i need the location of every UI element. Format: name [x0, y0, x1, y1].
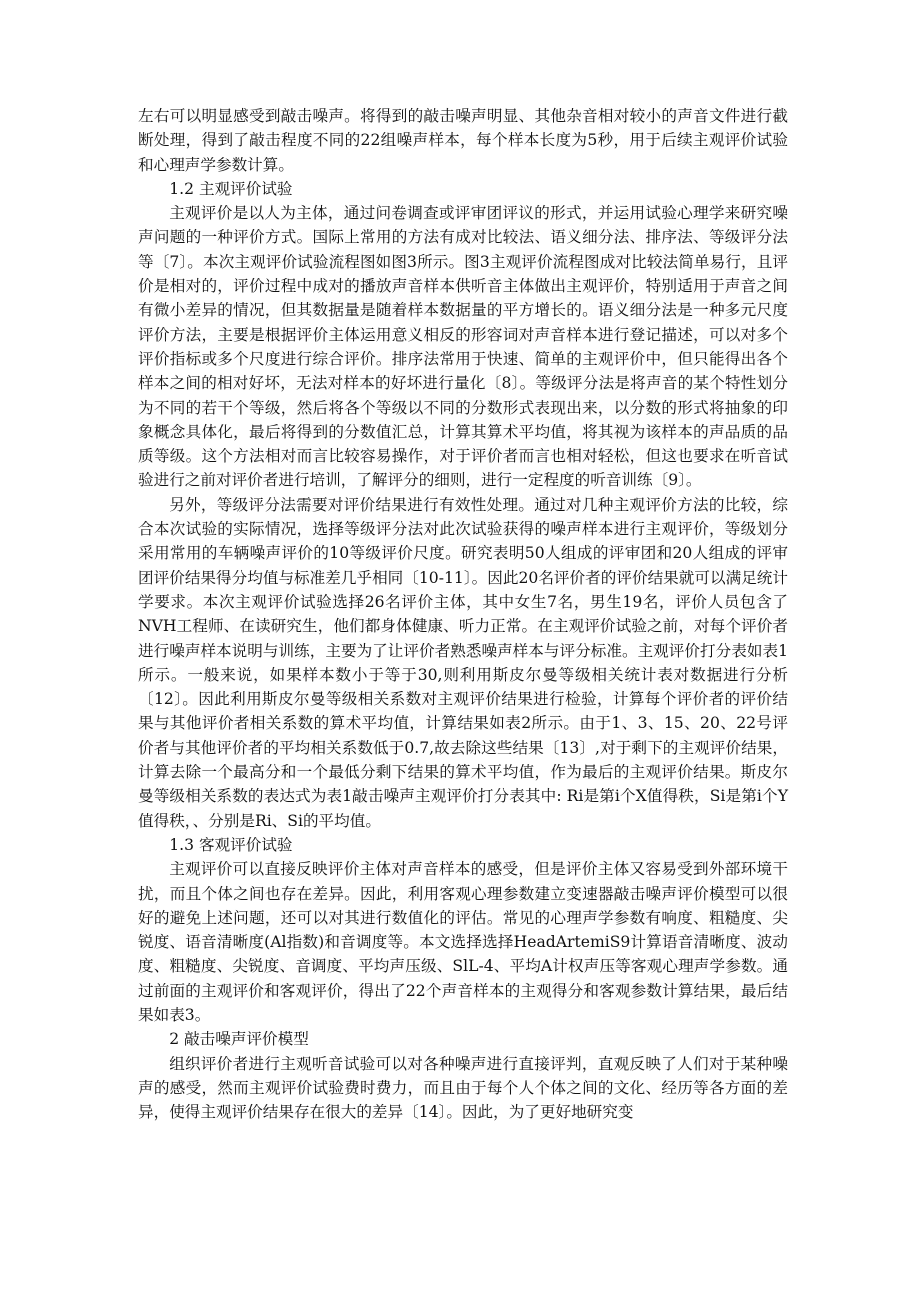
paragraph-intro-continuation: 左右可以明显感受到敲击噪声。将得到的敲击噪声明显、其他杂音相对较小的声音文件进行截断处理，得到了敲击程度不同的22组噪声样本，每个样本长度为5秒，用于后续主观评价试验和心理声学参数计算。 [138, 107, 788, 174]
section-heading-1-2: 1.2 主观评价试验 [169, 179, 293, 198]
paragraph-evaluation-model: 组织评价者进行主观听音试验可以对各种噪声进行直接评判，直观反映了人们对于某种噪声的感受，然而主观评价试验费时费力，而且由于每个人个体之间的文化、经历等各方面的差异，使得主观评价结果存在很大的差异〔14〕。因此，为了更好地研究变 [138, 1054, 788, 1122]
paragraph-objective-evaluation: 主观评价可以直接反映评价主体对声音样本的感受，但是评价主体又容易受到外部环境干扰，而且个体之间也存在差异。因此，利用客观心理参数建立变速器敲击噪声评价模型可以很好的避免上述问题，还可以对其进行数值化的评估。常见的心理声学参数有响度、粗糙度、尖锐度、语音清晰度(Al指数)和音调度等。本文选择选择HeadArtemiS9计算语音清晰度、波动度、粗糙度、尖锐度、音调度、平均声压级、SlL-4、平均A计权声压等客观心理声学参数。通过前面的主观评价和客观评价，得出了22个声音样本的主观得分和客观参数计算结果，最后结果如表3。 [138, 860, 788, 1024]
section-heading-2: 2 敲击噪声评价模型 [169, 1030, 309, 1049]
document-page [138, 104, 788, 1124]
paragraph-subjective-evaluation: 主观评价是以人为主体，通过问卷调查或评审团评议的形式，并运用试验心理学来研究噪声问题的一种评价方式。国际上常用的方法有成对比较法、语义细分法、排序法、等级评分法等〔7〕。本次主观评价试验流程图如图3所示。图3主观评价流程图成对比较法简单易行，且评价是相对的，评价过程中成对的播放声音样本供听音主体做出主观评价，特别适用于声音之间有微小差异的情况，但其数据量是随着样本数据量的平方增长的。语义细分法是一种多元尺度评价方法，主要是根据评价主体运用意义相反的形容词对声音样本进行登记描述，可以对多个评价指标或多个尺度进行综合评价。排序法常用于快速、简单的主观评价中，但只能得出各个样本之间的相对好坏，无法对样本的好坏进行量化〔8〕。等级评分法是将声音的某个特性划分为不同的若干个等级，然后将各个等级以不同的分数形式表现出来，以分数的形式将抽象的印象概念具体化，最后将得到的分数值汇总，计算其算术平均值，将其视为该样本的声品质的品质等级。这个方法相对而言比较容易操作，对于评价者而言也相对轻松，但这也要求在听音试验进行之前对评价者进行培训，了解评分的细则，进行一定程度的听音训练〔9〕。 [138, 204, 788, 490]
paragraph-rating-method: 另外，等级评分法需要对评价结果进行有效性处理。通过对几种主观评价方法的比较，综合本次试验的实际情况，选择等级评分法对此次试验获得的噪声样本进行主观评价，等级划分采用常用的车辆噪声评价的10等级评价尺度。研究表明50人组成的评审团和20人组成的评审团评价结果得分均值与标准差几乎相同〔10-11〕。因此20名评价者的评价结果就可以满足统计学要求。本次主观评价试验选择26名评价主体，其中女生7名，男生19名，评价人员包含了NVH工程师、在读研究生，他们都身体健康、听力正常。在主观评价试验之前，对每个评价者进行噪声样本说明与训练，主要为了让评价者熟悉噪声样本与评分标准。主观评价打分表如表1所示。一般来说，如果样本数小于等于30,则利用斯皮尔曼等级相关统计表对数据进行分析〔12〕。因此利用斯皮尔曼等级相关系数对主观评价结果进行检验，计算每个评价者的评价结果与其他评价者相关系数的算术平均值，计算结果如表2所示。由于1、3、15、20、22号评价者与其他评价者的平均相关系数低于0.7,故去除这些结果〔13〕,对于剩下的主观评价结果，计算去除一个最高分和一个最低分剩下结果的算术平均值，作为最后的主观评价结果。斯皮尔曼等级相关系数的表达式为表1敲击噪声主观评价打分表其中: Ri是第i个X值得秩，Si是第i个Y值得秩，、分别是Ri、Si的平均值。 [138, 495, 788, 830]
section-heading-1-3: 1.3 客观评价试验 [169, 835, 293, 854]
